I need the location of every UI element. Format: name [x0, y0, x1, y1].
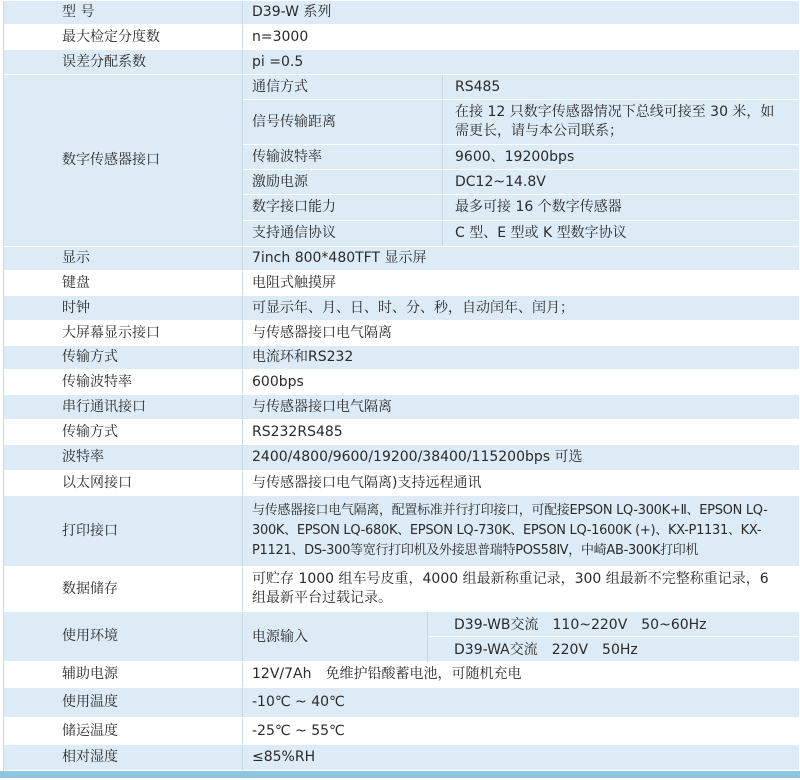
sub-key: 支持通信协议: [243, 221, 443, 246]
sub-key: 通信方式: [243, 75, 443, 99]
spec-label: 误差分配系数: [4, 50, 243, 74]
sub-row: [243, 145, 799, 170]
spec-row: [4, 718, 799, 745]
sub-row: [243, 75, 799, 100]
spec-label: 使用环境: [4, 612, 243, 661]
sub-value: 9600、19200bps: [455, 148, 575, 165]
spec-label: 辅助电源: [4, 662, 243, 687]
spec-value: 600bps: [252, 373, 304, 390]
spec-row: [4, 50, 799, 75]
env-value: D39-WA交流 220V 50Hz: [428, 637, 799, 662]
spec-label: 大屏幕显示接口: [4, 321, 243, 345]
spec-row: [4, 395, 799, 420]
spec-label: 储运温度: [4, 718, 243, 744]
sub-value: RS485: [455, 78, 501, 95]
spec-label: 时钟: [4, 296, 243, 320]
spec-value: ≤85%RH: [252, 749, 316, 765]
spec-row-print: [4, 496, 799, 567]
spec-label: 以太网接口: [4, 471, 243, 495]
sub-value: 最多可接 16 个数字传感器: [455, 199, 622, 215]
spec-value: pi =0.5: [252, 53, 304, 70]
spec-row: [4, 662, 799, 688]
sub-key: 信号传输距离: [243, 100, 443, 144]
spec-value: 与传感器接口电气隔离)支持远程通讯: [252, 474, 482, 491]
spec-value: -25℃ ~ 55℃: [252, 722, 345, 739]
spec-label: 最大检定分度数: [4, 25, 243, 49]
digital-interface-group: [4, 75, 799, 247]
spec-row-environment: [4, 612, 799, 662]
spec-value: -10℃ ~ 40℃: [252, 694, 345, 710]
bottom-accent-bar: [0, 771, 800, 778]
spec-row: [4, 271, 799, 296]
sub-row: [243, 100, 799, 145]
env-group: [243, 612, 799, 662]
sub-row: [243, 170, 799, 195]
sub-key: 传输波特率: [243, 145, 443, 169]
sub-value: C 型、E 型或 K 型数字协议: [455, 225, 627, 241]
spec-label: 数据储存: [4, 567, 243, 611]
spec-value: 电流环和RS232: [252, 349, 354, 365]
spec-value: RS232RS485: [252, 423, 343, 440]
spec-row: [4, 420, 799, 445]
spec-label: 波特率: [4, 445, 243, 470]
spec-value: 可显示年、月、日、时、分、秒，自动闰年、闰月；: [252, 299, 574, 316]
spec-row-storage: [4, 567, 799, 612]
spec-label: 显示: [4, 247, 243, 270]
spec-label: 传输波特率: [4, 370, 243, 394]
spec-row: [4, 745, 799, 771]
spec-label: 传输方式: [4, 346, 243, 369]
spec-value: 电阻式触摸屏: [252, 274, 336, 291]
sub-value: 在接 12 只数字传感器情况下总线可接至 30 米，如需更长，请与本公司联系；: [455, 104, 775, 139]
spec-row: [4, 346, 799, 370]
spec-label: 打印接口: [4, 496, 243, 566]
spec-value: 与传感器接口电气隔离: [252, 324, 392, 341]
spec-value: 12V/7Ah 免维护铅酸蓄电池，可随机充电: [252, 666, 522, 682]
sub-row: [243, 195, 799, 221]
spec-table: [3, 1, 799, 771]
spec-label: 使用温度: [4, 688, 243, 717]
spec-value: 与传感器接口电气隔离，配置标准并行打印接口，可配接EPSON LQ-300K+Ⅱ、EPSON LQ-300K、EPSON LQ-680K、EPSON LQ-730K、EPSON LQ-1600K (+)、KX-P1131、KX-P1121、DS-300等宽行打印机及外接思普瑞特POS58Ⅳ，中崎AB-300K打印机: [252, 503, 768, 558]
spec-label: 传输方式: [4, 420, 243, 444]
spec-row: [4, 445, 799, 471]
spec-label: 串行通讯接口: [4, 395, 243, 419]
spec-value: n=3000: [252, 28, 309, 45]
spec-value: 2400/4800/9600/19200/38400/115200bps 可选: [252, 449, 583, 465]
spec-value: 7inch 800*480TFT 显示屏: [252, 250, 427, 266]
spec-label: 键盘: [4, 271, 243, 295]
spec-value: 与传感器接口电气隔离: [252, 398, 392, 415]
spec-row: [4, 688, 799, 718]
sub-value: DC12~14.8V: [455, 173, 546, 190]
sub-row: [243, 221, 799, 247]
spec-label: 数字传感器接口: [4, 75, 243, 246]
env-value: D39-WB交流 110~220V 50~60Hz: [428, 612, 799, 637]
spec-label: 型 号: [4, 1, 243, 24]
spec-row: [4, 471, 799, 496]
spec-value: 可贮存 1000 组车号皮重，4000 组最新称重记录，300 组最新不完整称重记录，6 组最新平台过载记录。: [252, 571, 769, 606]
sub-key: 数字接口能力: [243, 195, 443, 220]
spec-row: [4, 247, 799, 271]
spec-row: [4, 1, 799, 25]
spec-label: 相对湿度: [4, 745, 243, 770]
sub-key: 激励电源: [243, 170, 443, 194]
spec-value: D39-W 系列: [252, 4, 332, 20]
spec-row: [4, 370, 799, 395]
env-key: 电源输入: [243, 612, 428, 662]
spec-row: [4, 25, 799, 50]
spec-row: [4, 321, 799, 346]
spec-row: [4, 296, 799, 321]
